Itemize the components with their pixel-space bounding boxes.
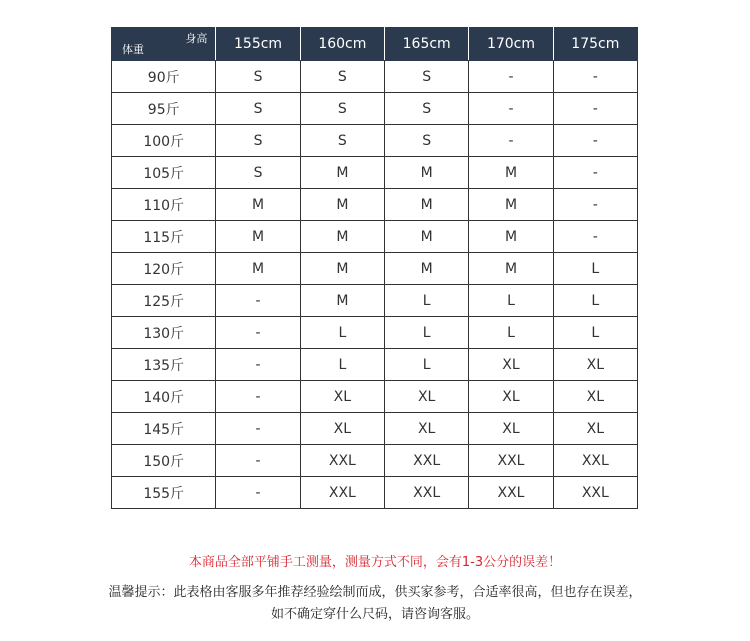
size-cell: XXL [385,445,469,477]
size-cell: S [216,61,300,93]
size-cell: M [300,157,384,189]
table-row [112,445,638,477]
weight-axis-label: 体重 [122,43,144,56]
size-cell: XXL [553,477,637,509]
size-cell: - [553,189,637,221]
weight-cell: 95斤 [112,93,216,125]
table-row [112,317,638,349]
size-cell: L [385,317,469,349]
size-cell: M [300,285,384,317]
table-row [112,381,638,413]
size-cell: M [469,189,553,221]
size-cell: - [216,317,300,349]
header-row [112,28,638,61]
table-row [112,253,638,285]
size-cell: S [300,93,384,125]
table-row [112,189,638,221]
height-header-165: 165cm [385,28,469,61]
size-cell: XL [553,349,637,381]
size-cell: - [553,125,637,157]
size-cell: XXL [385,477,469,509]
weight-cell: 105斤 [112,157,216,189]
size-cell: M [300,189,384,221]
size-cell: L [300,317,384,349]
table-row [112,349,638,381]
size-cell: XXL [553,445,637,477]
size-cell: - [216,381,300,413]
height-header-160: 160cm [300,28,384,61]
size-cell: S [300,125,384,157]
size-chart-body [112,61,638,509]
size-cell: XL [300,381,384,413]
size-cell: M [216,189,300,221]
size-cell: M [385,189,469,221]
size-cell: - [216,285,300,317]
size-cell: S [216,125,300,157]
size-cell: M [385,253,469,285]
size-cell: XL [469,349,553,381]
size-cell: L [385,285,469,317]
size-cell: XL [553,381,637,413]
weight-cell: 115斤 [112,221,216,253]
weight-cell: 140斤 [112,381,216,413]
size-cell: S [385,125,469,157]
size-chart-header [112,28,638,61]
size-cell: M [300,253,384,285]
size-cell: S [216,157,300,189]
size-cell: - [469,125,553,157]
size-cell: L [385,349,469,381]
size-cell: M [469,253,553,285]
size-cell: XXL [469,477,553,509]
weight-cell: 150斤 [112,445,216,477]
size-cell: M [385,157,469,189]
size-cell: XL [300,413,384,445]
table-row [112,157,638,189]
weight-cell: 155斤 [112,477,216,509]
corner-header-cell [112,28,216,61]
size-cell: S [300,61,384,93]
size-cell: - [553,61,637,93]
height-header-175: 175cm [553,28,637,61]
size-cell: M [469,221,553,253]
size-cell: XL [553,413,637,445]
size-cell: L [300,349,384,381]
size-cell: M [216,221,300,253]
weight-cell: 145斤 [112,413,216,445]
size-cell: L [469,317,553,349]
table-row [112,61,638,93]
size-cell: M [469,157,553,189]
measurement-warning: 本商品全部平铺手工测量，测量方式不同，会有1-3公分的误差！ [188,555,562,570]
size-cell: XL [469,413,553,445]
height-axis-label: 身高 [185,32,208,45]
weight-cell: 100斤 [112,125,216,157]
size-cell: S [216,93,300,125]
size-chart-table [111,27,638,509]
size-cell: - [216,477,300,509]
size-cell: M [216,253,300,285]
size-cell: L [553,285,637,317]
size-cell: S [385,93,469,125]
size-cell: XL [469,381,553,413]
size-cell: XXL [300,445,384,477]
table-row [112,477,638,509]
size-cell: XL [385,381,469,413]
size-cell: - [553,157,637,189]
size-cell: M [385,221,469,253]
size-cell: L [469,285,553,317]
size-cell: - [216,349,300,381]
table-row [112,93,638,125]
weight-cell: 90斤 [112,61,216,93]
height-header-155: 155cm [216,28,300,61]
weight-cell: 130斤 [112,317,216,349]
size-cell: XXL [300,477,384,509]
size-cell: - [216,413,300,445]
size-cell: - [469,61,553,93]
size-cell: - [553,221,637,253]
table-row [112,125,638,157]
table-row [112,221,638,253]
weight-cell: 110斤 [112,189,216,221]
tip-line-2: 如不确定穿什么尺码，请咨询客服。 [270,607,479,622]
table-row [112,413,638,445]
weight-cell: 125斤 [112,285,216,317]
weight-cell: 120斤 [112,253,216,285]
weight-cell: 135斤 [112,349,216,381]
size-cell: - [216,445,300,477]
size-cell: - [553,93,637,125]
size-cell: S [385,61,469,93]
size-cell: XL [385,413,469,445]
size-cell: L [553,253,637,285]
table-row [112,285,638,317]
size-cell: M [300,221,384,253]
size-cell: XXL [469,445,553,477]
tip-line-1: 温馨提示：此表格由客服多年推荐经验绘制而成，供买家参考，合适率很高，但也存在误差， [108,585,642,600]
height-header-170: 170cm [469,28,553,61]
size-cell: - [469,93,553,125]
size-cell: L [553,317,637,349]
